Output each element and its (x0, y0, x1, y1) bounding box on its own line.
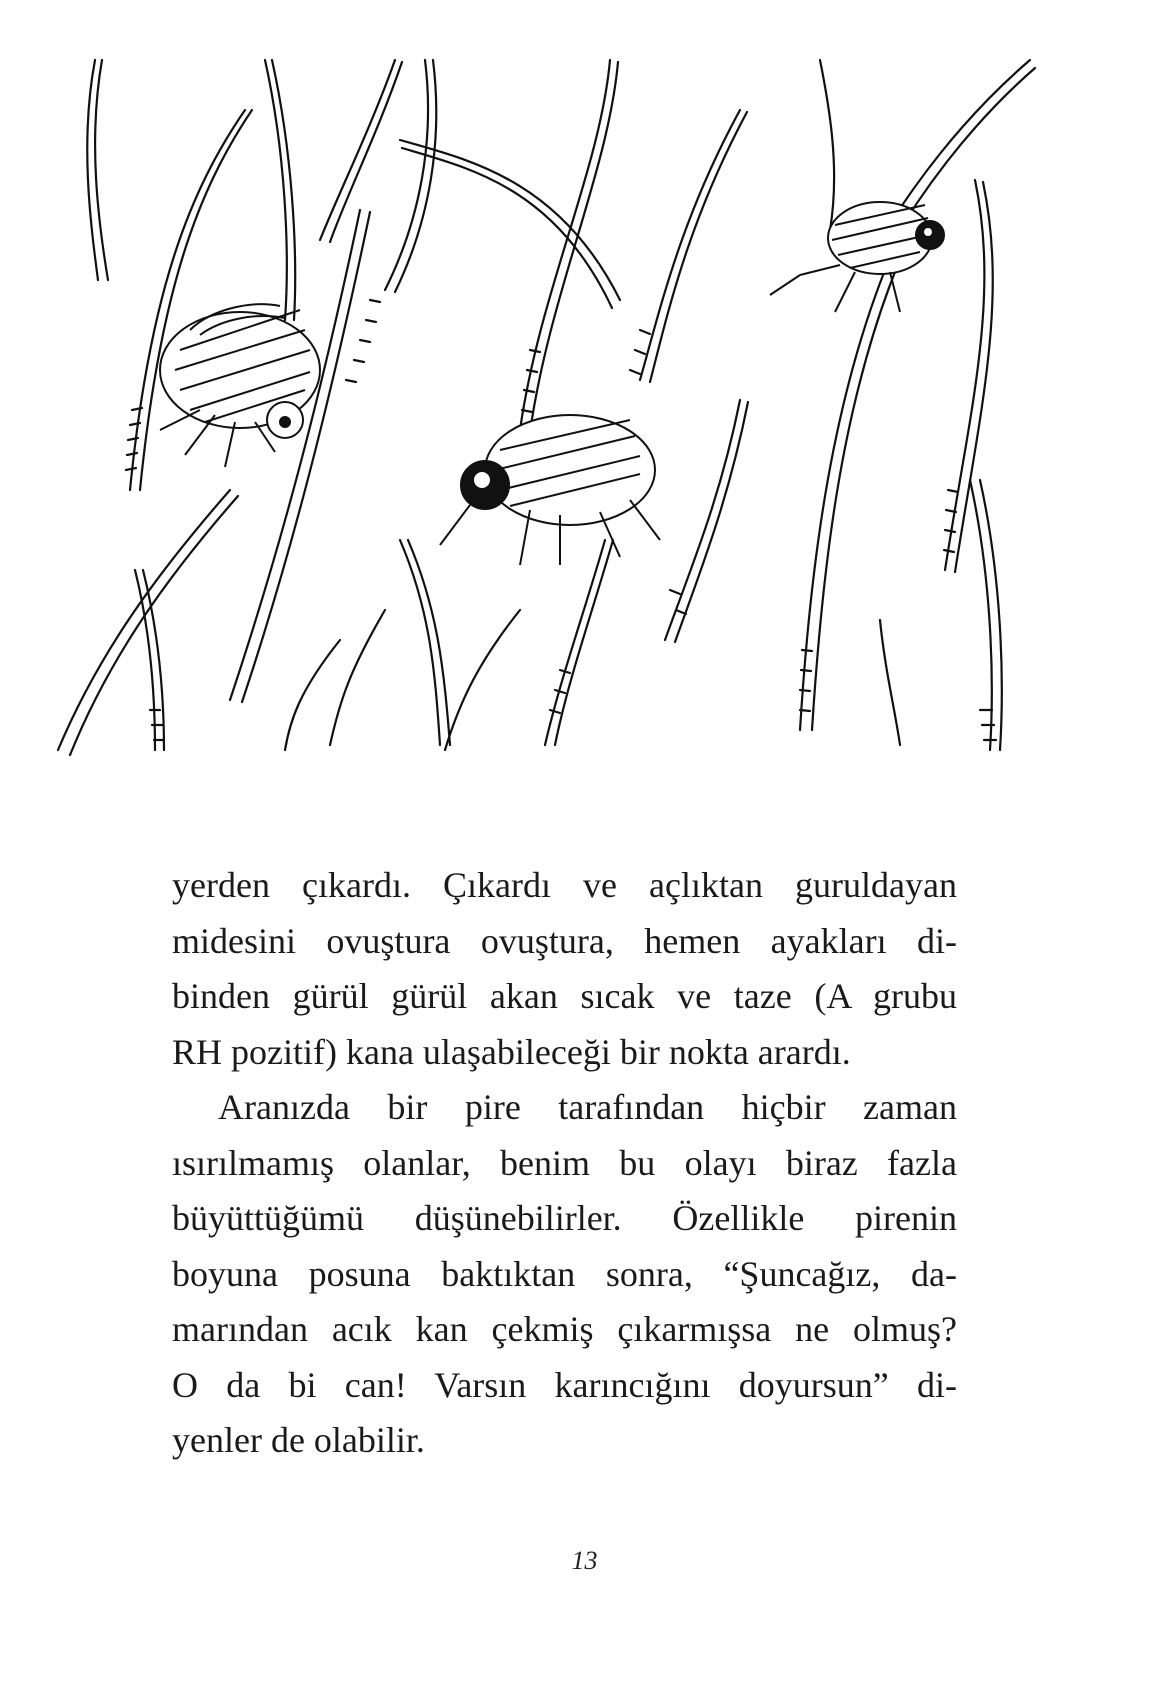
paragraph-2 (172, 1080, 957, 1469)
flea-illustration (40, 50, 1125, 820)
paragraph-1 (172, 858, 957, 1080)
text-line: Aranızda bir pire tarafından hiçbir zaman (218, 1087, 957, 1127)
text-line: RH pozitif) kana ulaşabileceği bir nokta arardı. (172, 1031, 851, 1072)
text-line: boyuna posuna baktıktan sonra, “Şuncağız, da- (172, 1253, 957, 1294)
ink-drawing (40, 50, 1125, 820)
flea-middle (440, 415, 660, 565)
text-line: marından acık kan çekmiş çıkarmışsa ne olmuş? (172, 1309, 957, 1349)
text-line: büyüttüğümü düşünebilirler. Özellikle pirenin (172, 1198, 957, 1238)
body-text (172, 858, 957, 1469)
text-line: yenler de olabilir. (172, 1420, 425, 1460)
text-line: yerden çıkardı. Çıkardı ve açlıktan guruldayan (172, 865, 957, 905)
text-line: O da bi can! Varsın karıncığını doyursun” di- (172, 1364, 957, 1405)
text-line: midesini ovuştura ovuştura, hemen ayakları di- (172, 920, 957, 961)
text-line: ısırılmamış olanlar, benim bu olayı biraz fazla (172, 1142, 957, 1183)
page-number: 13 (571, 1546, 598, 1575)
flea-right (770, 202, 944, 312)
text-line: binden gürül gürül akan sıcak ve taze (A grubu (172, 976, 957, 1016)
flea-left (160, 304, 320, 467)
